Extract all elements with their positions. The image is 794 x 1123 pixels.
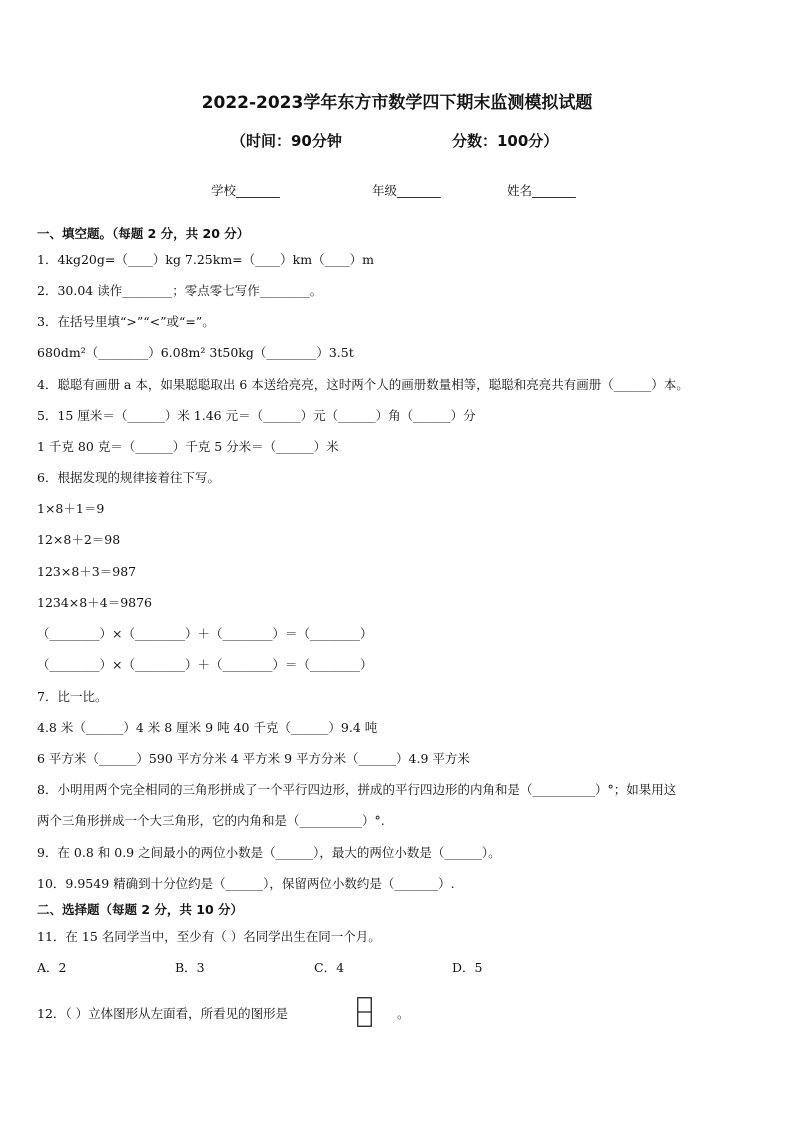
question-10: 10．9.9549 精确到十分位约是（______），保留两位小数约是（_______）. [37, 876, 455, 891]
question-12-end: 。 [397, 1006, 410, 1021]
question-3: 3．在括号里填“>”“<”或“=”。 [37, 314, 215, 329]
question-2: 2．30.04 读作________；零点零七写作________。 [37, 283, 323, 298]
question-6: 6．根据发现的规律接着往下写。 [37, 470, 220, 485]
question-7-line-2: 6 平方米（______）590 平方分米 4 平方米 9 平方分米（______）4.9 平方米 [37, 751, 470, 766]
option-d: D．5 [452, 960, 483, 975]
pattern-line-3: 123×8＋3＝987 [37, 564, 137, 579]
question-11: 11．在 15 名同学当中，至少有（ ）名同学出生在同一个月。 [37, 929, 381, 944]
pattern-line-1: 1×8＋1＝9 [37, 501, 105, 516]
exam-time: （时间：90分钟 [231, 132, 342, 150]
pattern-blank-2: （________）×（________）＋（________）＝（________） [37, 657, 373, 672]
section-fill-blank-heading: 一、填空题。（每题 2 分，共 20 分） [37, 226, 250, 241]
option-c: C．4 [314, 960, 345, 975]
pattern-line-4: 1234×8＋4＝9876 [37, 595, 153, 610]
option-b: B．3 [175, 960, 205, 975]
question-3-items: 680dm²（________）6.08m² 3t50kg（________）3.5t [37, 345, 354, 360]
question-12: 12．（ ）立体图形从左面看，所看见的图形是 [37, 1006, 289, 1021]
pattern-blank-1: （________）×（________）＋（________）＝（________） [37, 626, 373, 641]
page-title: 2022-2023学年东方市数学四下期末监测模拟试题 [201, 93, 593, 113]
question-5-line-2: 1 千克 80 克＝（______）千克 5 分米＝（______）米 [37, 439, 339, 454]
question-1: 1．4kg20g=（____）kg 7.25km=（____）km（____）m [37, 252, 374, 267]
left-view-shape-icon [357, 997, 372, 1027]
question-9: 9．在 0.8 和 0.9 之间最小的两位小数是（______），最大的两位小数是（______）。 [37, 845, 501, 860]
question-5: 5．15 厘米＝（______）米 1.46 元＝（______）元（______）角（______）分 [37, 408, 476, 423]
question-7-line-1: 4.8 米（______）4 米 8 厘米 9 吨 40 千克（______）9.4 吨 [37, 720, 378, 735]
grade-field: 年级_______ [372, 183, 441, 198]
pattern-line-2: 12×8＋2＝98 [37, 532, 121, 547]
name-field: 姓名_______ [507, 183, 576, 198]
option-a: A．2 [37, 960, 67, 975]
school-field: 学校_______ [211, 183, 280, 198]
question-8: 8．小明用两个完全相同的三角形拼成了一个平行四边形，拼成的平行四边形的内角和是（__________）°；如果用这 [37, 782, 677, 797]
question-7: 7．比一比。 [37, 689, 108, 704]
question-4: 4．聪聪有画册 a 本，如果聪聪取出 6 本送给亮亮，这时两个人的画册数量相等，聪聪和亮亮共有画册（______）本。 [37, 377, 689, 392]
section-choice-heading: 二、选择题（每题 2 分，共 10 分） [37, 902, 244, 917]
question-8-line-2: 两个三角形拼成一个大三角形，它的内角和是（__________）°. [37, 813, 385, 828]
exam-score: 分数：100分） [452, 132, 559, 150]
